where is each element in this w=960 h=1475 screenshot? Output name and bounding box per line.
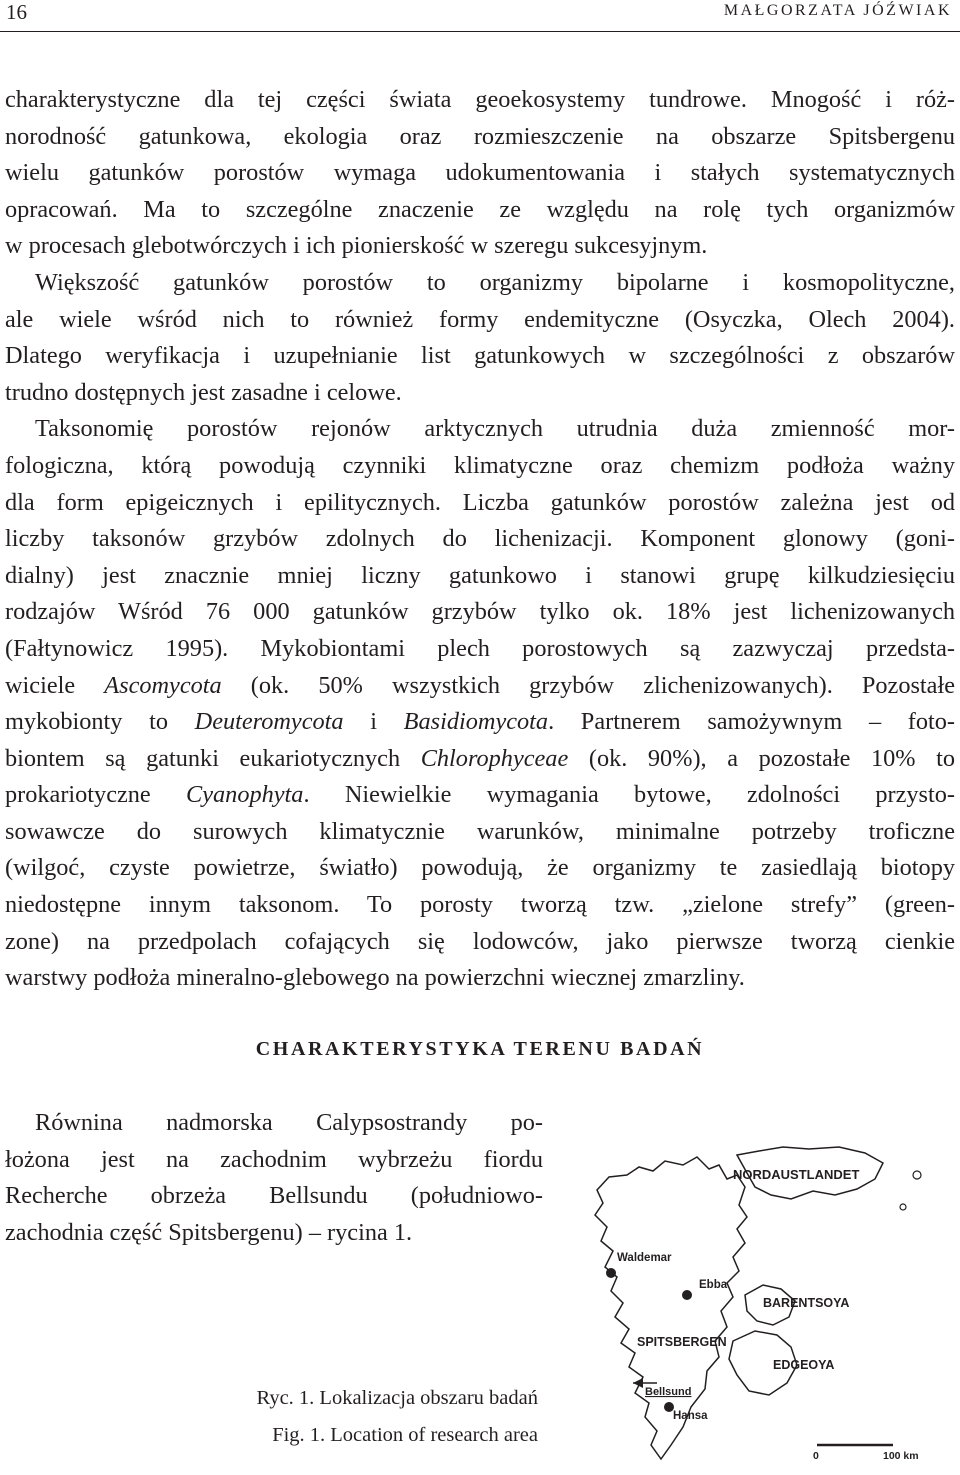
scale-zero-label: 0 [813, 1450, 819, 1462]
body-line: dialny) jest znacznie mniej liczny gatunkowo i stanowi grupę kilkudziesięciu [5, 561, 955, 589]
intro-line: Równina nadmorska Calypsostrandy po- [35, 1109, 543, 1136]
body-line: (Fałtynowicz 1995). Mykobiontami plech porostowych są zazwyczaj przedsta- [5, 634, 955, 662]
taxon-name: Basidiomycota [403, 708, 549, 736]
body-line: charakterystyczne dla tej części świata geoekosystemy tundrowe. Mnogość i róż- [5, 86, 955, 113]
label-spitsbergen: SPITSBERGEN [637, 1335, 727, 1349]
spitsbergen-outline [595, 1157, 747, 1459]
body-line: wiciele Ascomycota (ok. 50% wszystkich grzybów zlichenizowanych). Pozostałe [5, 671, 955, 699]
scale-end-label: 100 km [883, 1450, 919, 1462]
figure-caption-en: Fig. 1. Location of research area [272, 1424, 538, 1446]
body-line: zone) na przedpolach cofających się lodowców, jako pierwsze tworzą cienkie [5, 927, 955, 955]
running-head [0, 0, 960, 32]
taxon-name: Chlorophyceae [420, 744, 569, 772]
body-line: Taksonomię porostów rejonów arktycznych utrudnia duża zmienność mor- [35, 415, 955, 443]
body-line: dla form epigeicznych i epilitycznych. Liczba gatunków porostów zależna jest od [5, 488, 955, 516]
ebba-marker [682, 1290, 692, 1300]
taxon-name: Cyanophyta [186, 781, 304, 809]
body-line: rodzajów Wśród 76 000 gatunków grzybów tylko ok. 18% jest lichenizowanych [5, 598, 955, 626]
body-line: prokariotyczne Cyanophyta. Niewielkie wymagania bytowe, zdolności przysto- [5, 781, 955, 809]
islet [913, 1171, 921, 1179]
intro-line: zachodnia część Spitsbergenu) – rycina 1. [5, 1218, 413, 1246]
body-line: fologiczna, którą powodują czynniki klimatyczne oraz chemizm podłoża ważny [5, 451, 955, 479]
svalbard-location-map [587, 1145, 960, 1465]
running-author: MAŁGORZATA JÓŹWIAK [723, 2, 952, 19]
figure-caption-pl: Ryc. 1. Lokalizacja obszaru badań [256, 1387, 538, 1409]
islet [900, 1204, 906, 1210]
intro-line: Recherche obrzeża Bellsundu (południowo- [5, 1182, 543, 1210]
body-line: liczby taksonów grzybów zdolnych do lichenizacji. Komponent glonowy (goni- [5, 525, 955, 553]
taxon-name: Ascomycota [104, 671, 222, 699]
page-number: 16 [6, 0, 27, 24]
label-edgeoya: EDGEOYA [773, 1358, 835, 1372]
body-line: norodność gatunkowa, ekologia oraz rozmieszczenie na obszarze Spitsbergenu [5, 122, 955, 150]
label-hansa: Hansa [673, 1410, 708, 1422]
body-line: w procesach glebotwórczych i ich pionierskość w szeregu sukcesyjnym. [5, 232, 708, 260]
label-waldemar: Waldemar [617, 1252, 672, 1264]
waldemar-marker [606, 1268, 616, 1278]
section-heading: CHARAKTERYSTYKA TERENU BADAŃ [255, 1038, 705, 1060]
label-nordaustlandet: NORDAUSTLANDET [733, 1167, 860, 1182]
body-line: sowawcze do surowych klimatycznie warunków, minimalne potrzeby troficzne [5, 817, 955, 845]
section-intro [5, 1105, 543, 1251]
body-line: mykobionty to Deuteromycota i Basidiomycota. Partnerem samożywnym – foto- [5, 708, 955, 736]
body-line: Większość gatunków porostów to organizmy bipolarne i kosmopolityczne, [35, 268, 955, 296]
body-line: biontem są gatunki eukariotycznych Chlorophyceae (ok. 90%), a pozostałe 10% to [5, 744, 955, 772]
label-barentsoya: BARENTSOYA [763, 1296, 850, 1310]
body-line: niedostępne innym taksonom. To porosty tworzą tzw. „zielone strefy” (green- [5, 891, 955, 919]
body-line: ale wiele wśród nich to również formy endemityczne (Osyczka, Olech 2004). [5, 305, 955, 333]
body-line: opracowań. Ma to szczególne znaczenie ze względu na rolę tych organizmów [5, 195, 955, 223]
body-line: wielu gatunków porostów wymaga udokumentowania i stałych systematycznych [5, 159, 955, 187]
body-paragraphs [5, 82, 955, 997]
intro-line: łożona jest na zachodnim wybrzeżu fiordu [5, 1145, 543, 1173]
label-ebba: Ebba [699, 1279, 728, 1291]
label-bellsund: Bellsund [645, 1386, 692, 1398]
body-line: trudno dostępnych jest zasadne i celowe. [5, 378, 402, 406]
body-line: (wilgoć, czyste powietrze, światło) powodują, że organizmy te zasiedlają biotopy [5, 854, 955, 882]
body-line: Dlatego weryfikacja i uzupełnianie list gatunkowych w szczególności z obszarów [5, 342, 955, 370]
body-line: warstwy podłoża mineralno-glebowego na powierzchni wiecznej zmarzliny. [5, 964, 745, 992]
taxon-name: Deuteromycota [194, 708, 344, 736]
